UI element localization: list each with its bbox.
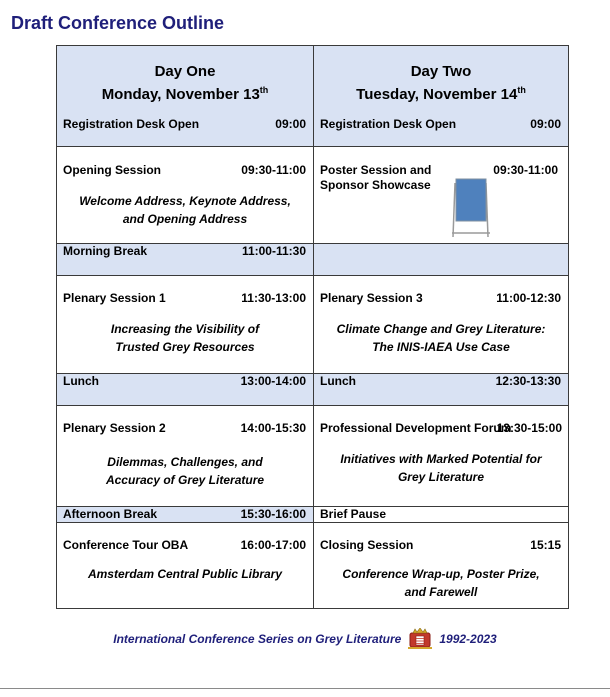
- brief-pause-label: Brief Pause: [320, 507, 387, 521]
- plenary-1-cell: [57, 276, 313, 373]
- page-title: Draft Conference Outline: [11, 13, 225, 33]
- row-divider: [57, 275, 568, 276]
- day-two-lunch-label: Lunch: [320, 374, 356, 388]
- development-forum-cell: [314, 406, 568, 506]
- plenary-2-time: 14:00-15:30: [240, 421, 306, 435]
- plenary-3-time: 11:00-12:30: [496, 291, 561, 305]
- day-two-registration-time: 09:00: [530, 117, 561, 131]
- conference-tour-cell: [57, 523, 313, 609]
- row-divider: [57, 373, 568, 374]
- day-two-header-cell: [314, 46, 568, 146]
- brief-pause-cell: [314, 507, 568, 522]
- day-one-title: Day One: [154, 63, 216, 80]
- development-forum-label: Professional Development Forum: [320, 421, 512, 435]
- row-divider: [57, 506, 568, 507]
- plenary-3-desc-1: Climate Change and Grey Literature:: [336, 322, 546, 336]
- poster-session-cell: [314, 147, 568, 243]
- day-one-header-cell: [57, 46, 313, 146]
- closing-session-cell: [314, 523, 568, 609]
- closing-session-desc-2: and Farewell: [404, 585, 478, 599]
- day-two-lunch-time: 12:30-13:30: [495, 374, 561, 388]
- plenary-3-desc-2: The INIS-IAEA Use Case: [372, 340, 510, 354]
- day-one-date: Monday, November 13th: [101, 85, 269, 103]
- plenary-3-cell: [314, 276, 568, 373]
- plenary-1-label: Plenary Session 1: [63, 291, 166, 305]
- plenary-3-label: Plenary Session 3: [320, 291, 423, 305]
- day-two-title: Day Two: [410, 63, 472, 80]
- row-divider: [57, 522, 568, 523]
- conference-tour-label: Conference Tour OBA: [63, 538, 189, 552]
- day-one-lunch-time: 13:00-14:00: [240, 374, 306, 388]
- development-forum-time: 13:30-15:00: [496, 421, 562, 435]
- day-one-registration-time: 09:00: [275, 117, 306, 131]
- plenary-2-desc-2: Accuracy of Grey Literature: [105, 473, 265, 487]
- poster-board-icon: [451, 177, 491, 239]
- poster-session-label-2: Sponsor Showcase: [320, 178, 431, 192]
- conference-tour-desc: Amsterdam Central Public Library: [87, 567, 283, 581]
- column-divider: [313, 46, 314, 608]
- plenary-2-cell: [57, 406, 313, 506]
- row-divider: [57, 243, 568, 244]
- poster-session-label-1: Poster Session and: [320, 163, 432, 177]
- opening-session-time: 09:30-11:00: [241, 163, 306, 177]
- footer-years: 1992-2023: [439, 632, 497, 646]
- opening-session-desc-2: and Opening Address: [122, 212, 248, 226]
- afternoon-break-label: Afternoon Break: [63, 507, 158, 521]
- morning-break-cell: [57, 244, 313, 275]
- row-divider: [57, 146, 568, 147]
- day-two-break-empty-cell: [314, 244, 568, 275]
- morning-break-time: 11:00-11:30: [241, 244, 306, 258]
- morning-break-label: Morning Break: [63, 244, 148, 258]
- page-bottom-rule: [0, 688, 610, 689]
- poster-session-time: 09:30-11:00: [493, 163, 558, 177]
- afternoon-break-cell: [57, 507, 313, 522]
- day-one-lunch-cell: [57, 374, 313, 405]
- closing-session-time: 15:15: [530, 538, 561, 552]
- opening-session-desc-1: Welcome Address, Keynote Address,: [79, 194, 291, 208]
- day-two-date: Tuesday, November 14th: [356, 85, 526, 103]
- development-forum-desc-2: Grey Literature: [397, 470, 485, 484]
- footer-series-text: International Conference Series on Grey Literature: [113, 632, 402, 646]
- plenary-1-desc-1: Increasing the Visibility of: [110, 322, 260, 336]
- day-two-registration-label: Registration Desk Open: [320, 117, 457, 131]
- closing-session-desc-1: Conference Wrap-up, Poster Prize,: [342, 567, 540, 581]
- schedule-table: [56, 45, 569, 609]
- conference-tour-time: 16:00-17:00: [240, 538, 306, 552]
- plenary-2-label: Plenary Session 2: [63, 421, 166, 435]
- footer-series: [0, 629, 610, 649]
- plenary-1-time: 11:30-13:00: [241, 291, 306, 305]
- day-two-lunch-cell: [314, 374, 568, 405]
- plenary-1-desc-2: Trusted Grey Resources: [115, 340, 255, 354]
- closing-session-label: Closing Session: [320, 538, 414, 552]
- day-one-opening-cell: [57, 147, 313, 243]
- crest-logo: [407, 628, 433, 650]
- row-divider: [57, 405, 568, 406]
- plenary-2-desc-1: Dilemmas, Challenges, and: [107, 455, 263, 469]
- day-one-registration-label: Registration Desk Open: [63, 117, 200, 131]
- day-one-lunch-label: Lunch: [63, 374, 99, 388]
- afternoon-break-time: 15:30-16:00: [240, 507, 306, 521]
- opening-session-label: Opening Session: [63, 163, 162, 177]
- development-forum-desc-1: Initiatives with Marked Potential for: [340, 452, 542, 466]
